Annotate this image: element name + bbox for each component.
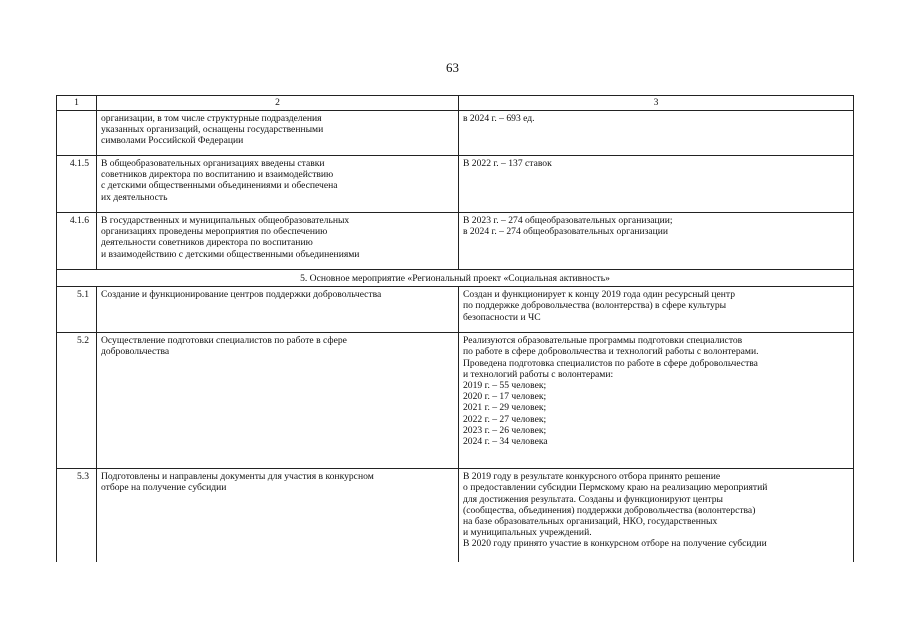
text-line: В государственных и муниципальных общеобразовательных xyxy=(101,215,350,226)
table-row xyxy=(57,111,854,156)
text-line: и технологий работы с волонтерами: xyxy=(463,368,614,380)
row-result xyxy=(459,287,854,333)
text-line: безопасности и ЧС xyxy=(463,311,541,323)
row-description xyxy=(97,213,459,270)
row-result xyxy=(459,156,854,213)
text-line: отборе на получение субсидии xyxy=(101,482,227,494)
row-number: 4.1.5 xyxy=(57,156,97,213)
section-title: 5. Основное мероприятие «Региональный проект «Социальная активность» xyxy=(57,270,854,287)
text-line: Создание и функционирование центров поддержки добровольчества xyxy=(101,289,382,301)
text-line: деятельности советников директора по воспитанию xyxy=(101,237,313,249)
text-line: о предоставлении субсидии Пермскому краю на реализацию мероприятий xyxy=(463,482,768,494)
row-number xyxy=(57,111,97,156)
text-line: Осуществление подготовки специалистов по работе в сфере xyxy=(101,335,347,347)
text-line: Проведена подготовка специалистов по работе в сфере добровольчества xyxy=(463,357,758,369)
row-result xyxy=(459,469,854,562)
text-line: символами Российской Федерации xyxy=(101,135,244,147)
text-line: 2022 г. – 27 человек; xyxy=(463,413,547,425)
table-row xyxy=(57,469,854,562)
text-line: В 2020 году принято участие в конкурсном отборе на получение субсидии xyxy=(463,538,767,550)
row-result xyxy=(459,213,854,270)
text-line: указанных организаций, оснащены государственными xyxy=(101,124,324,136)
text-line: В общеобразовательных организациях введены ставки xyxy=(101,158,325,169)
table-row xyxy=(57,287,854,333)
text-line: Создан и функционирует к концу 2019 года один ресурсный центр xyxy=(463,289,736,301)
text-line: Реализуются образовательные программы подготовки специалистов xyxy=(463,335,743,347)
text-line: в 2024 г. – 274 общеобразовательных организации xyxy=(463,226,669,238)
table-row xyxy=(57,156,854,213)
text-line: В 2019 году в результате конкурсного отбора принято решение xyxy=(463,471,721,483)
text-line: 2021 г. – 29 человек; xyxy=(463,402,547,414)
row-description xyxy=(97,111,459,156)
text-line: организации, в том числе структурные подразделения xyxy=(101,113,322,124)
text-line: организациях проведены мероприятия по обеспечению xyxy=(101,226,328,238)
header-col-1: 1 xyxy=(57,96,97,111)
text-line: 2023 г. – 26 человек; xyxy=(463,424,547,436)
row-result xyxy=(459,111,854,156)
header-col-3: 3 xyxy=(459,96,854,111)
row-number: 5.2 xyxy=(57,333,97,469)
text-line: В 2022 г. – 137 ставок xyxy=(463,158,552,169)
text-line: по работе в сфере добровольчества и технологий работы с волонтерами. xyxy=(463,346,759,358)
text-line: 2019 г. – 55 человек; xyxy=(463,380,547,392)
row-number: 4.1.6 xyxy=(57,213,97,270)
text-line: советников директора по воспитанию и взаимодействию xyxy=(101,169,334,181)
text-line: их деятельность xyxy=(101,191,168,203)
text-line: для достижения результата. Созданы и функционируют центры xyxy=(463,493,723,505)
text-line: на базе образовательных организаций, НКО, государственных xyxy=(463,516,718,528)
text-line: с детскими общественными объединениями и обеспечена xyxy=(101,180,338,192)
row-description xyxy=(97,469,459,562)
text-line: Подготовлены и направлены документы для участия в конкурсном xyxy=(101,471,374,483)
table-row xyxy=(57,333,854,469)
text-line: в 2024 г. – 693 ед. xyxy=(463,113,535,124)
row-description xyxy=(97,287,459,333)
row-result xyxy=(459,333,854,469)
row-description xyxy=(97,333,459,469)
text-line: 2024 г. – 34 человека xyxy=(463,436,548,448)
row-number: 5.1 xyxy=(57,287,97,333)
row-description xyxy=(97,156,459,213)
text-line: по поддержке добровольчества (волонтерства) в сфере культуры xyxy=(463,300,727,312)
table-row xyxy=(57,213,854,270)
text-line: добровольчества xyxy=(101,346,170,358)
text-line: и взаимодействию с детскими общественными объединениями xyxy=(101,248,360,260)
header-col-2: 2 xyxy=(97,96,459,111)
text-line: 2020 г. – 17 человек; xyxy=(463,391,547,403)
text-line: В 2023 г. – 274 общеобразовательных организации; xyxy=(463,215,673,226)
section-header-row xyxy=(57,270,854,287)
table-header-row xyxy=(57,96,854,111)
page-number: 63 xyxy=(446,60,459,75)
document-table xyxy=(56,95,854,562)
text-line: и муниципальных учреждений. xyxy=(463,527,592,539)
row-number: 5.3 xyxy=(57,469,97,562)
text-line: (сообщества, объединения) поддержки добровольчества (волонтерства) xyxy=(463,504,756,516)
